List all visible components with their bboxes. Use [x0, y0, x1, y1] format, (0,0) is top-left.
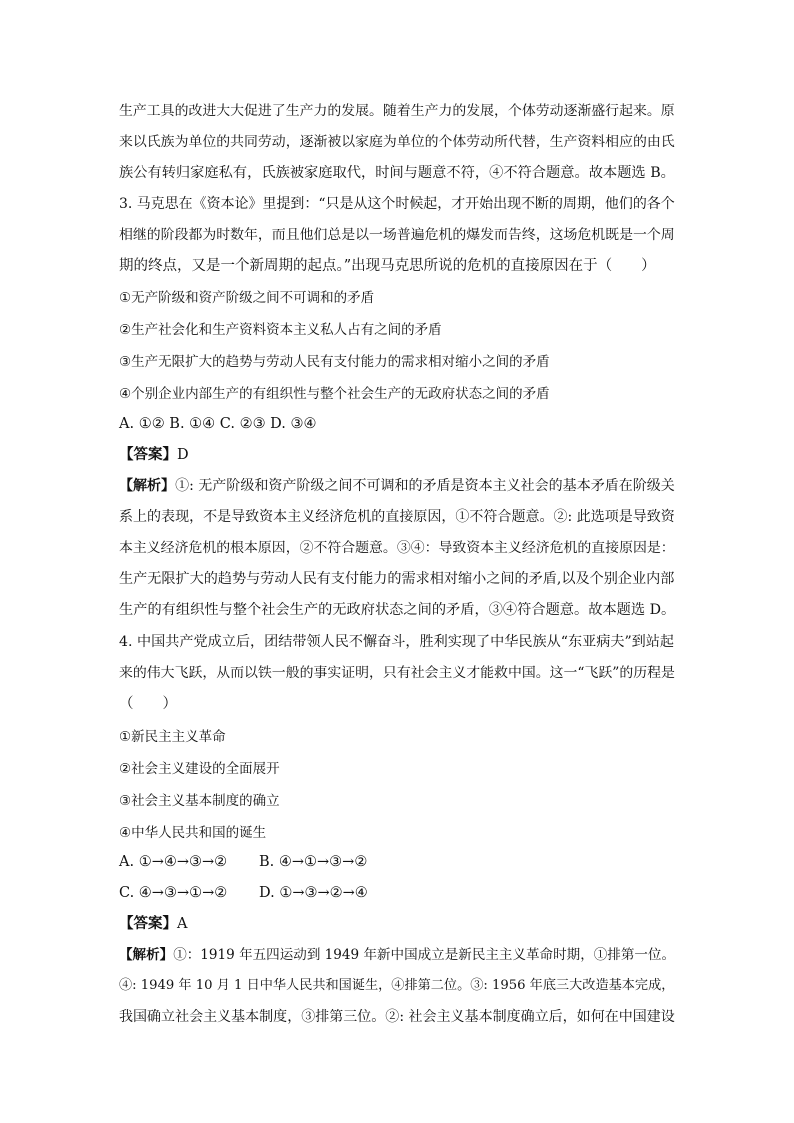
q2-analysis-line-2: 来以氏族为单位的共同劳动，逐渐被以家庭为单位的个体劳动所代替，生产资料相应的由氏: [119, 134, 675, 150]
q3-analysis-line-2: 系上的表现，不是导致资本主义经济危机的直接原因，①不符合题意。②: 此选项是导致资: [119, 509, 675, 525]
q4-choice-c: C. ④→③→①→②: [119, 885, 228, 901]
q2-analysis-line-3: 族公有转归家庭私有，氏族被家庭取代，时间与题意不符，④不符合题意。故本题选 B。: [119, 165, 675, 181]
q4-option-4: ④中华人民共和国的诞生: [119, 825, 267, 841]
q3-stem-line-2: 相继的阶段都为时数年，而且他们总是以一场普遍危机的爆发而告终，这场危机既是一个周: [119, 227, 675, 243]
q3-option-4: ④个别企业内部生产的有组织性与整个社会生产的无政府状态之间的矛盾: [119, 386, 550, 402]
q4-analysis-line-2: ④: 1949 年 10 月 1 日中华人民共和国诞生，④排第二位。③: 1956 年底三大改造基本完成，: [119, 978, 675, 993]
q3-option-2: ②生产社会化和生产资料资本主义私人占有之间的矛盾: [119, 322, 442, 338]
q3-answer-value: D: [177, 447, 189, 463]
q4-option-3: ③社会主义基本制度的确立: [119, 793, 280, 809]
q4-option-1: ①新民主主义革命: [119, 729, 226, 745]
q3-option-3: ③生产无限扩大的趋势与劳动人民有支付能力的需求相对缩小之间的矛盾: [119, 354, 550, 370]
q4-choices-row-1: [119, 852, 367, 872]
q4-stem-line-2: 来的伟大飞跃，从而以铁一般的事实证明，只有社会主义才能救中国。这一“飞跃”的历程是: [119, 665, 675, 681]
q2-analysis-line-1: 生产工具的改进大大促进了生产力的发展。随着生产力的发展，个体劳动逐渐盛行起来。原: [119, 103, 675, 119]
q4-option-2: ②社会主义建设的全面展开: [119, 761, 280, 777]
q3-analysis-line-4: 生产无限扩大的趋势与劳动人民有支付能力的需求相对缩小之间的矛盾,以及个别企业内部: [119, 571, 675, 587]
q3-choices: A. ①② B. ①④ C. ②③ D. ③④: [119, 416, 317, 432]
q4-choice-b: B. ④→①→③→②: [259, 854, 368, 870]
q4-choice-d: D. ①→③→②→④: [259, 885, 368, 901]
q3-stem-line-1: 3. 马克思在《资本论》里提到：“只是从这个时候起，才开始出现不断的周期，他们的各个: [119, 196, 675, 212]
q4-answer-tag: 【答案】: [119, 915, 177, 932]
q4-analysis-line-1: [119, 945, 675, 965]
q3-answer-line: [119, 445, 189, 465]
q4-choice-a: A. ①→④→③→②: [119, 854, 228, 870]
q4-stem-line-3: （ ）: [119, 696, 177, 712]
q3-stem-line-3: 期的终点，又是一个新周期的起点。”出现马克思所说的危机的直接原因在于（ ）: [119, 258, 656, 274]
q3-analysis-line-3: 本主义经济危机的根本原因，②不符合题意。③④：导致资本主义经济危机的直接原因是：: [119, 540, 675, 556]
q4-analysis-line-3: 我国确立社会主义基本制度，③排第三位。②: 社会主义基本制度确立后，如何在中国建设: [119, 1009, 675, 1025]
q4-answer-line: [119, 914, 187, 934]
q3-analysis-tag: 【解析】: [119, 478, 176, 494]
q4-analysis-text-1: ①：1919 年五四运动到 1949 年新中国成立是新民主主义革命时期，①排第一位。: [173, 947, 676, 963]
q3-analysis-line-1: [119, 476, 675, 496]
q4-choices-row-2: [119, 883, 368, 903]
q3-answer-tag: 【答案】: [119, 446, 177, 463]
q3-analysis-text-1: ①: 无产阶级和资产阶级之间不可调和的矛盾是资本主义社会的基本矛盾在阶级关: [175, 478, 675, 494]
q4-analysis-tag: 【解析】: [119, 947, 174, 963]
q4-stem-line-1: 4. 中国共产党成立后，团结带领人民不懈奋斗，胜利实现了中华民族从“东亚病夫”到站起: [119, 634, 675, 650]
q3-option-1: ①无产阶级和资产阶级之间不可调和的矛盾: [119, 290, 375, 306]
q4-answer-value: A: [177, 916, 188, 932]
q3-analysis-line-5: 生产的有组织性与整个社会生产的无政府状态之间的矛盾，③④符合题意。故本题选 D。: [119, 602, 676, 618]
